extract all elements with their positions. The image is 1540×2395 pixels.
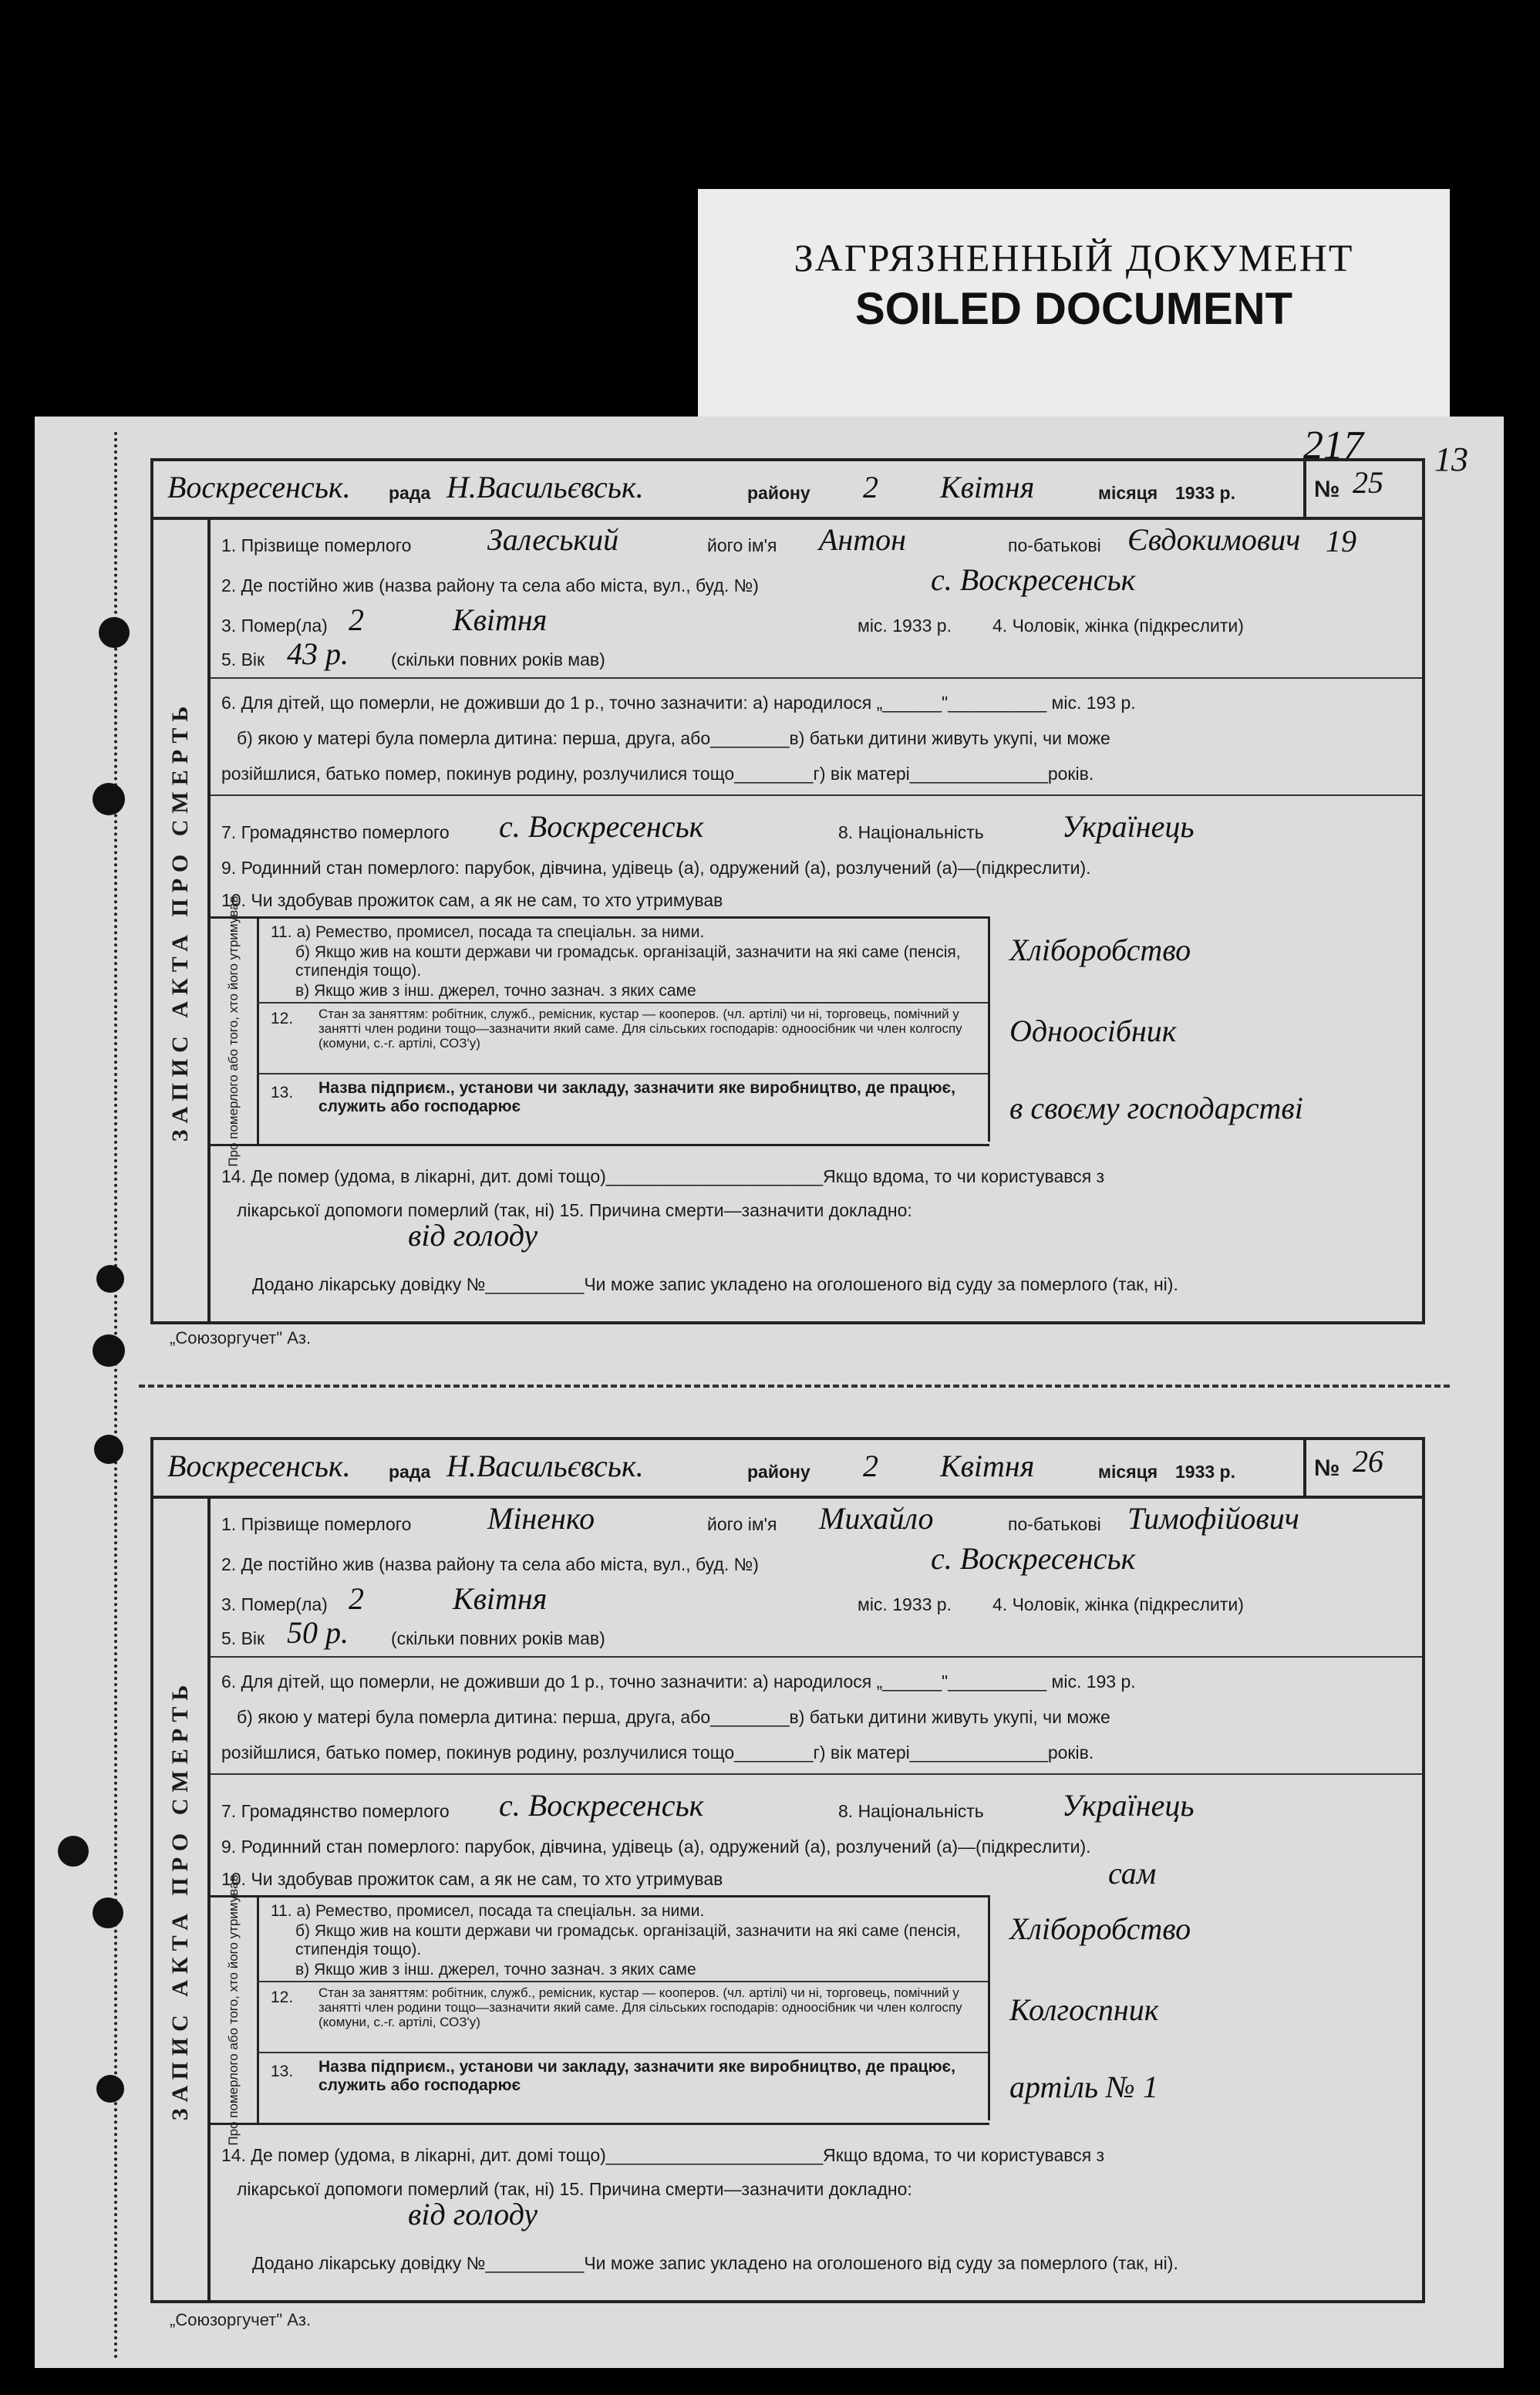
printer-mark: „Союзоргучет" Аз.	[170, 2310, 312, 2329]
citizenship: с. Воскресенськ	[499, 1788, 704, 1823]
punch-hole	[94, 1435, 123, 1464]
record-number-box	[1303, 461, 1422, 517]
cause-of-death: від голоду	[408, 1218, 538, 1253]
given-name: Антон	[819, 522, 907, 557]
occupation-block: Про померлого або того, хто його утримував 11. а) Ремество, промисел, посада та спеціальн. за ними. б) Якщо жив на кошти держави чи громадськ. організацій, зазначити на які саме (пенсія, стипендія тощо). в) Якщо жив з інш. джерел, точно зазнач. з яких саме 12. Стан за заняттям: робітник, служб., ремісник, кустар — кооперов. (чл. артілі) чи ні, торговець, помічний у занятті член родини тощо—зазначити який саме. Для сільських господарів: одноосібник чи член колгоспу (комуни, с.-г. артілі, СОЗ'у) 13. Назва підприєм., установи чи закладу, зазначити яке виробництво, де працює, служить або господарює	[211, 1895, 989, 2125]
district-name: Н.Васильєвськ.	[446, 1449, 644, 1483]
record-side-title: ЗАПИС АКТА ПРО СМЕРТЬ	[153, 1499, 211, 2300]
cut-line	[139, 1385, 1450, 1388]
record-year: 1933 р.	[1175, 1462, 1235, 1482]
district-label: району	[747, 483, 810, 503]
village-name: Воскресенськ.	[167, 470, 351, 504]
punch-hole	[93, 1334, 125, 1367]
folio-number: 217	[1303, 423, 1363, 467]
citizenship: с. Воскресенськ	[499, 809, 704, 844]
punch-hole	[93, 783, 125, 815]
cause-of-death: від голоду	[408, 2197, 538, 2231]
punch-hole	[96, 2075, 124, 2103]
given-name: Михайло	[819, 1501, 934, 1536]
death-day: 2	[349, 602, 364, 637]
occupation-status: Одноосібник	[1009, 1014, 1177, 1048]
workplace: в своєму господарстві	[1009, 1091, 1303, 1125]
surname: Міненко	[487, 1501, 595, 1536]
supported-by: сам	[1108, 1856, 1157, 1891]
month-label: місяця	[1098, 1462, 1158, 1482]
patronymic: Євдокимович	[1127, 522, 1301, 557]
record-header	[153, 1440, 1422, 1499]
council-label: рада	[389, 483, 431, 503]
punch-hole	[99, 617, 130, 648]
punch-hole	[96, 1265, 124, 1293]
occupation-block: Про померлого або того, хто його утримував 11. а) Ремество, промисел, посада та спеціальн. за ними. б) Якщо жив на кошти держави чи громадськ. організацій, зазначити на які саме (пенсія, стипендія тощо). в) Якщо жив з інш. джерел, точно зазнач. з яких саме 12. Стан за заняттям: робітник, служб., ремісник, кустар — кооперов. (чл. артілі) чи ні, торговець, помічний у занятті член родини тощо—зазначити який саме. Для сільських господарів: одноосібник чи член колгоспу (комуни, с.-г. артілі, СОЗ'у) 13. Назва підприєм., установи чи закладу, зазначити яке виробництво, де працює, служить або господарює	[211, 916, 989, 1146]
residence: с. Воскресенськ	[931, 1541, 1136, 1576]
record-month: Квітня	[940, 1449, 1035, 1483]
workplace: артіль № 1	[1009, 2069, 1158, 2104]
nationality: Українець	[1062, 1788, 1195, 1823]
death-month: Квітня	[453, 602, 548, 637]
council-label: рада	[389, 1462, 431, 1482]
record-number-alt: 19	[1326, 524, 1356, 558]
record-header	[153, 461, 1422, 520]
record-number: 26	[1353, 1444, 1383, 1479]
residence: с. Воскресенськ	[931, 562, 1136, 597]
punch-hole	[58, 1836, 89, 1867]
surname: Залеський	[487, 522, 619, 557]
death-record-2: Воскресенськ. рада Н.Васильєвськ. району 2 Квітня місяця 1933 р. № 26 ЗАПИС АКТА ПРО СМЕРТЬ 1. Прізвище померлого Міненко його ім'я Михайло по-батькові Тимофійович 2. Де постійно жив (назва району та села або міста, вул., буд. №) с. Воскресенськ 3. Помер(ла) 2 Квітня міс. 1933 р. 4. Чоловік, жінка (підкреслити) 5. Вік 50 р. (скільки повних років мав) 6. Для дітей, що померли, не доживши до 1 р., точно зазначити: а) народилося „______"__________ міс. 193 р. б) якою у матері була померла дитина: перша, друга, або________в) батьки дитини живуть укупі, чи може розійшлися, батько помер, покинув родину, розлучилися тощо________г) вік матері______________років. 7. Громадянство померлого с. Воскресенськ 8. Національність Українець 9. Родинний стан померлого: парубок, дівчина, удівець (а), одружений (а), розлучений (а)—(підкреслити). 10. Чи здобував прожиток сам, а як не сам, то хто утримував сам Про померлого або того, хто його утримував 11. а) Ремество, промисел, посада та спеціальн. за ними. б) Якщо жив на кошти держави чи громадськ. організацій, зазначити на які саме (пенсія, стипендія тощо). в) Якщо жив з інш. джерел, точно зазнач. з яких саме 12. Стан за заняттям: робітник, служб., ремісник, кустар — кооперов. (чл. артілі) чи ні, торговець, помічний у занятті член родини тощо—зазначити який саме. Для сільських господарів: одноосібник чи член колгоспу (комуни, с.-г. артілі, СОЗ'у) 13. Назва підприєм., установи чи закладу, зазначити яке виробництво, де працює, служить або господарює Хліборобство Колгоспник артіль № 1 14. Де помер (удома, в лікарні, дит. домі тощо)______________________Якщо вдома, то чи користувався з лікарської допомоги померлий (так, ні) 15. Причина смерти—зазначити докладно: від голоду Додано лікарську довідку №__________Чи може запис укладено на оголошеного від суду за померлого (так, ні).	[150, 1437, 1425, 2303]
soiled-document-russian: ЗАГРЯЗНЕННЫЙ ДОКУМЕНТ	[794, 236, 1354, 279]
month-label: місяця	[1098, 483, 1158, 503]
record-side-title: ЗАПИС АКТА ПРО СМЕРТЬ	[153, 520, 211, 1321]
patronymic: Тимофійович	[1127, 1501, 1299, 1536]
death-day: 2	[349, 1581, 364, 1616]
occupation: Хліборобство	[1009, 933, 1191, 967]
death-month: Квітня	[453, 1581, 548, 1616]
record-day: 2	[863, 470, 878, 504]
death-record-1: Воскресенськ. рада Н.Васильєвськ. району 2 Квітня місяця 1933 р. № 25 19 ЗАПИС АКТА ПРО СМЕРТЬ 1. Прізвище померлого Залеський його ім'я Антон по-батькові Євдокимович 2. Де постійно жив (назва району та села або міста, вул., буд. №) с. Воскресенськ 3. Помер(ла) 2 Квітня міс. 1933 р. 4. Чоловік, жінка (підкреслити) 5. Вік 43 р. (скільки повних років мав) 6. Для дітей, що померли, не доживши до 1 р., точно зазначити: а) народилося „______"__________ міс. 193 р. б) якою у матері була померла дитина: перша, друга, або________в) батьки дитини живуть укупі, чи може розійшлися, батько помер, покинув родину, розлучилися тощо________г) вік матері______________років. 7. Громадянство померлого с. Воскресенськ 8. Національність Українець 9. Родинний стан померлого: парубок, дівчина, удівець (а), одружений (а), розлучений (а)—(підкреслити). 10. Чи здобував прожиток сам, а як не сам, то хто утримував Про померлого або того, хто його утримував 11. а) Ремество, промисел, посада та спеціальн. за ними. б) Якщо жив на кошти держави чи громадськ. організацій, зазначити на які саме (пенсія, стипендія тощо). в) Якщо жив з інш. джерел, точно зазнач. з яких саме 12. Стан за заняттям: робітник, служб., ремісник, кустар — кооперов. (чл. артілі) чи ні, торговець, помічний у занятті член родини тощо—зазначити який саме. Для сільських господарів: одноосібник чи член колгоспу (комуни, с.-г. артілі, СОЗ'у) 13. Назва підприєм., установи чи закладу, зазначити яке виробництво, де працює, служить або господарює Хліборобство Одноосібник в своєму господарстві 14. Де помер (удома, в лікарні, дит. домі тощо)______________________Якщо вдома, то чи користувався з лікарської допомоги померлий (так, ні) 15. Причина смерти—зазначити докладно: від голоду Додано лікарську довідку №__________Чи може запис укладено на оголошеного від суду за померлого (так, ні).	[150, 458, 1425, 1324]
number-label: №	[1314, 1456, 1340, 1481]
record-number: 25	[1353, 465, 1383, 500]
folio-number-alt: 13	[1434, 440, 1468, 478]
punch-hole	[93, 1897, 123, 1928]
number-label: №	[1314, 477, 1340, 502]
soiled-document-label	[698, 189, 1450, 436]
perforation	[114, 432, 117, 2360]
soiled-document-english: SOILED DOCUMENT	[854, 284, 1293, 334]
age: 50 р.	[287, 1615, 349, 1650]
record-day: 2	[863, 1449, 878, 1483]
age: 43 р.	[287, 636, 349, 671]
record-year: 1933 р.	[1175, 483, 1235, 503]
district-label: району	[747, 1462, 810, 1482]
village-name: Воскресенськ.	[167, 1449, 351, 1483]
printer-mark: „Союзоргучет" Аз.	[170, 1328, 312, 1348]
nationality: Українець	[1062, 809, 1195, 844]
district-name: Н.Васильєвськ.	[446, 470, 644, 504]
record-number-box	[1303, 1440, 1422, 1496]
occupation: Хліборобство	[1009, 1911, 1191, 1946]
occupation-status: Колгоспник	[1009, 1992, 1159, 2027]
record-month: Квітня	[940, 470, 1035, 504]
